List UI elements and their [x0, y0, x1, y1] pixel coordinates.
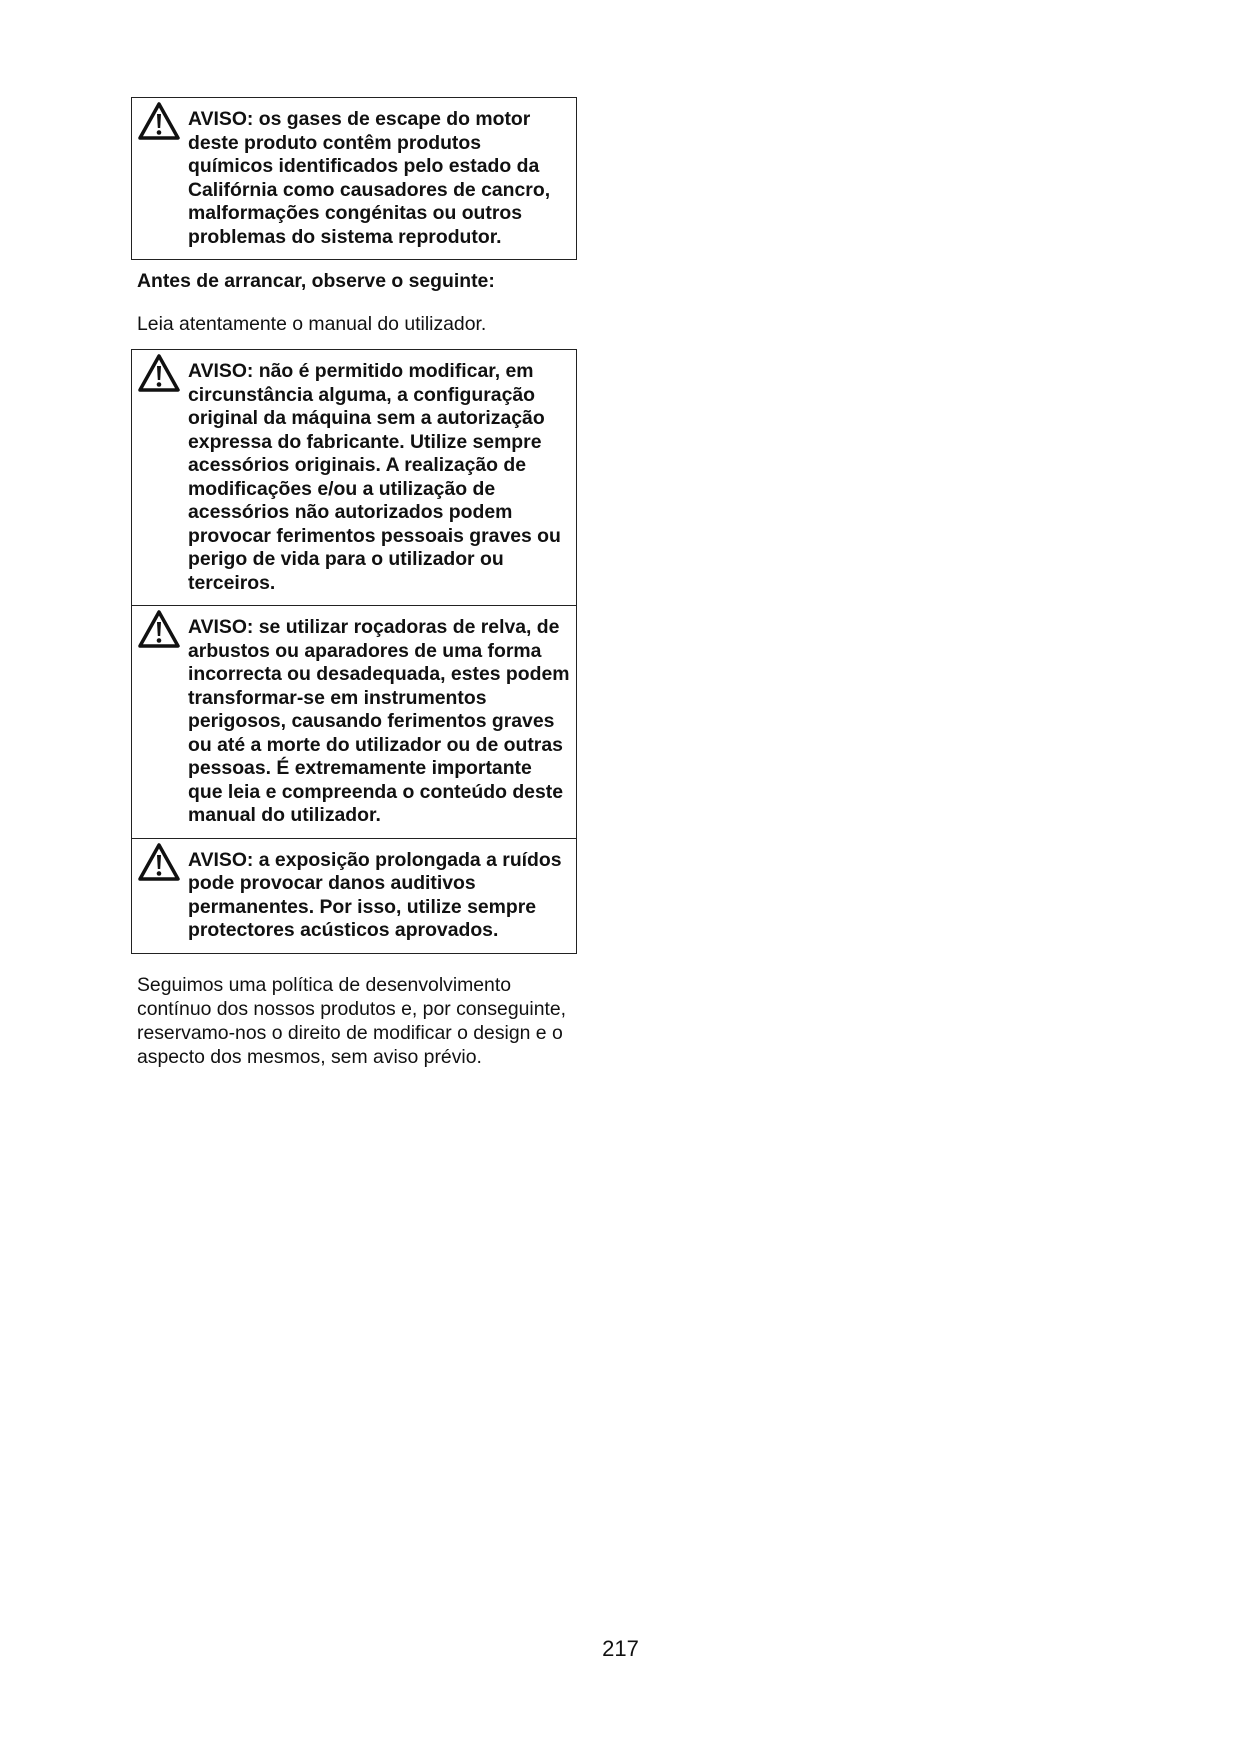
read-manual-text: Leia atentamente o manual do utilizador. — [137, 313, 487, 335]
warning-text-misuse: AVISO: se utilizar roçadoras de relva, de arbustos ou aparadores de uma forma incorrecta ou desadequada, estes podem transformar-se em instrumentos perigosos, causando ferimentos graves ou até a morte do utilizador ou de outras pessoas. É extremamente importante que leia e compreenda o conteúdo deste manual do utilizador. — [188, 616, 570, 826]
warning-box-modification — [131, 349, 577, 606]
before-start-heading: Antes de arrancar, observe o seguinte: — [137, 270, 495, 292]
warning-text-emissions: AVISO: os gases de escape do motor deste produto contêm produtos químicos identificados pelo estado da Califórnia como causadores de cancro, malformações congénitas ou outros problemas do sistema reprodutor. — [188, 108, 551, 248]
warning-triangle-icon — [137, 101, 181, 141]
warning-triangle-icon — [137, 353, 181, 393]
warning-box-noise — [131, 839, 577, 954]
warning-triangle-icon — [137, 609, 181, 649]
page-number: 217 — [602, 1636, 639, 1661]
warning-box-misuse — [131, 606, 577, 839]
warning-text-modification: AVISO: não é permitido modificar, em circunstância alguma, a configuração original da máquina sem a autorização expressa do fabricante. Utilize sempre acessórios originais. A realização de modificações e/ou a utilização de acessórios não autorizados podem provocar ferimentos pessoais graves ou perigo de vida para o utilizador ou terceiros. — [188, 360, 561, 594]
policy-text: Seguimos uma política de desenvolvimento contínuo dos nossos produtos e, por conseguinte, reservamo-nos o direito de modificar o design e o aspecto dos mesmos, sem aviso prévio. — [137, 973, 567, 1068]
warning-text-noise: AVISO: a exposição prolongada a ruídos pode provocar danos auditivos permanentes. Por isso, utilize sempre protectores acústicos aprovados. — [188, 848, 562, 941]
warning-triangle-icon — [137, 842, 181, 882]
warning-box-emissions — [131, 97, 577, 260]
manual-column — [131, 97, 577, 1069]
